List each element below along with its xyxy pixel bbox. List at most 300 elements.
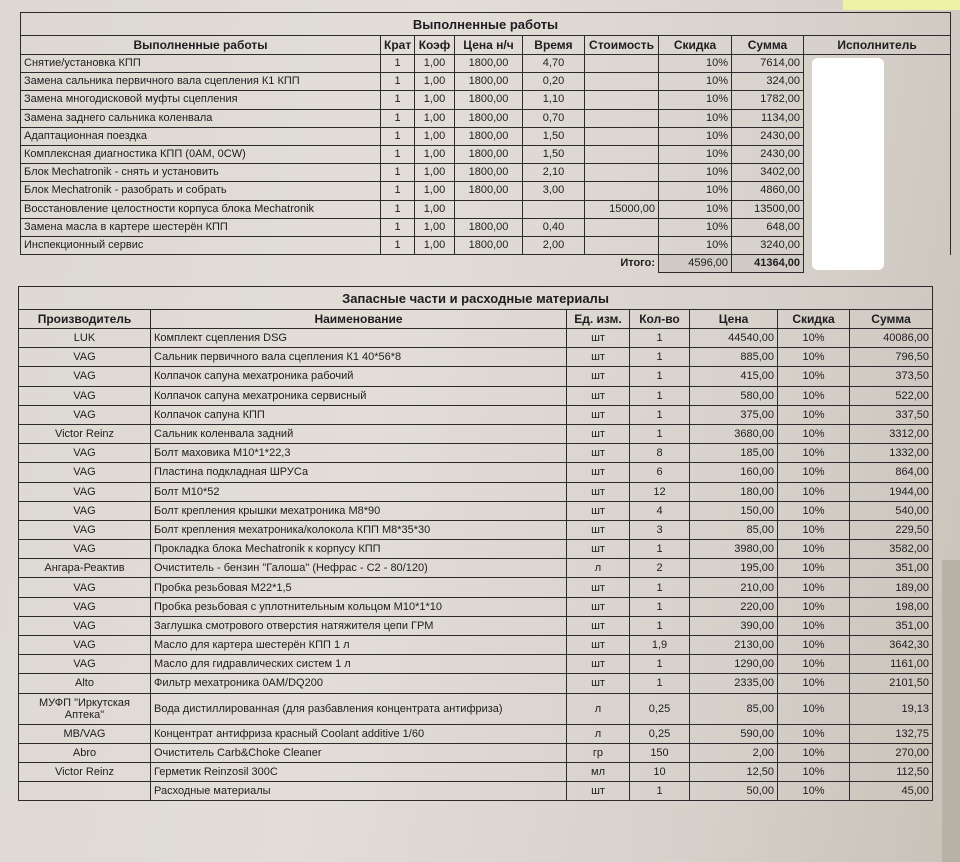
work-discount: 10% bbox=[659, 164, 732, 182]
part-price: 590,00 bbox=[690, 724, 778, 743]
part-name: Очиститель - бензин "Галоша" (Нефрас - С2 - 80/120) bbox=[151, 559, 567, 578]
part-maker: МУФП "Иркутская Аптека" bbox=[19, 693, 151, 724]
table-row bbox=[19, 520, 933, 539]
work-price: 1800,00 bbox=[455, 91, 523, 109]
part-sum: 351,00 bbox=[850, 559, 933, 578]
part-qty: 1 bbox=[630, 655, 690, 674]
parts-title: Запасные части и расходные материалы bbox=[19, 287, 933, 310]
part-name: Расходные материалы bbox=[151, 782, 567, 801]
work-name: Замена многодисковой муфты сцепления bbox=[21, 91, 381, 109]
part-sum: 337,50 bbox=[850, 405, 933, 424]
work-time: 0,40 bbox=[523, 218, 585, 236]
work-price: 1800,00 bbox=[455, 164, 523, 182]
work-time: 4,70 bbox=[523, 55, 585, 73]
part-name: Очиститель Carb&Choke Cleaner bbox=[151, 743, 567, 762]
work-cost bbox=[585, 55, 659, 73]
work-discount: 10% bbox=[659, 73, 732, 91]
part-qty: 1 bbox=[630, 424, 690, 443]
part-discount: 10% bbox=[778, 724, 850, 743]
part-qty: 1 bbox=[630, 348, 690, 367]
part-maker: Ангара-Реактив bbox=[19, 559, 151, 578]
part-unit: шт bbox=[567, 616, 630, 635]
part-maker: VAG bbox=[19, 616, 151, 635]
part-qty: 1 bbox=[630, 386, 690, 405]
table-row bbox=[19, 501, 933, 520]
part-unit: шт bbox=[567, 424, 630, 443]
work-sum: 1782,00 bbox=[732, 91, 804, 109]
table-row bbox=[19, 616, 933, 635]
part-sum: 132,75 bbox=[850, 724, 933, 743]
table-row bbox=[19, 367, 933, 386]
part-discount: 10% bbox=[778, 424, 850, 443]
part-maker: VAG bbox=[19, 501, 151, 520]
work-sum: 4860,00 bbox=[732, 182, 804, 200]
part-sum: 864,00 bbox=[850, 463, 933, 482]
part-qty: 1 bbox=[630, 616, 690, 635]
part-qty: 4 bbox=[630, 501, 690, 520]
work-krat: 1 bbox=[381, 145, 415, 163]
col-name: Выполненные работы bbox=[21, 36, 381, 55]
part-name: Комплект сцепления DSG bbox=[151, 329, 567, 348]
part-unit: шт bbox=[567, 329, 630, 348]
col-price: Цена н/ч bbox=[455, 36, 523, 55]
part-sum: 3642,30 bbox=[850, 636, 933, 655]
part-name: Болт маховика M10*1*22,3 bbox=[151, 444, 567, 463]
col-koef: Коэф bbox=[415, 36, 455, 55]
part-maker: Victor Reinz bbox=[19, 424, 151, 443]
part-price: 3680,00 bbox=[690, 424, 778, 443]
part-price: 3980,00 bbox=[690, 540, 778, 559]
part-price: 210,00 bbox=[690, 578, 778, 597]
part-discount: 10% bbox=[778, 762, 850, 781]
part-discount: 10% bbox=[778, 348, 850, 367]
part-name: Колпачок сапуна мехатроника сервисный bbox=[151, 386, 567, 405]
part-price: 44540,00 bbox=[690, 329, 778, 348]
work-cost bbox=[585, 109, 659, 127]
part-price: 85,00 bbox=[690, 693, 778, 724]
part-discount: 10% bbox=[778, 655, 850, 674]
part-maker: VAG bbox=[19, 482, 151, 501]
part-name: Пластина подкладная ШРУСа bbox=[151, 463, 567, 482]
work-krat: 1 bbox=[381, 182, 415, 200]
part-qty: 10 bbox=[630, 762, 690, 781]
part-qty: 3 bbox=[630, 520, 690, 539]
part-maker: MB/VAG bbox=[19, 724, 151, 743]
part-maker: Abro bbox=[19, 743, 151, 762]
part-discount: 10% bbox=[778, 405, 850, 424]
work-cost bbox=[585, 182, 659, 200]
table-row bbox=[19, 597, 933, 616]
part-name: Масло для гидравлических систем 1 л bbox=[151, 655, 567, 674]
table-row bbox=[19, 762, 933, 781]
part-discount: 10% bbox=[778, 674, 850, 693]
part-sum: 351,00 bbox=[850, 616, 933, 635]
redacted-executor bbox=[812, 58, 884, 270]
part-discount: 10% bbox=[778, 693, 850, 724]
part-sum: 1161,00 bbox=[850, 655, 933, 674]
part-discount: 10% bbox=[778, 520, 850, 539]
part-qty: 1 bbox=[630, 674, 690, 693]
col-unit: Ед. изм. bbox=[567, 310, 630, 329]
part-discount: 10% bbox=[778, 367, 850, 386]
works-title: Выполненные работы bbox=[21, 13, 951, 36]
table-row bbox=[19, 655, 933, 674]
work-koef: 1,00 bbox=[415, 127, 455, 145]
empty-cell bbox=[455, 255, 523, 273]
table-row bbox=[19, 348, 933, 367]
part-maker: VAG bbox=[19, 463, 151, 482]
work-discount: 10% bbox=[659, 236, 732, 254]
work-krat: 1 bbox=[381, 236, 415, 254]
work-koef: 1,00 bbox=[415, 145, 455, 163]
part-qty: 12 bbox=[630, 482, 690, 501]
work-price bbox=[455, 200, 523, 218]
empty-cell bbox=[381, 255, 415, 273]
part-price: 220,00 bbox=[690, 597, 778, 616]
part-price: 195,00 bbox=[690, 559, 778, 578]
work-price: 1800,00 bbox=[455, 73, 523, 91]
table-row bbox=[19, 329, 933, 348]
work-sum: 3240,00 bbox=[732, 236, 804, 254]
part-unit: шт bbox=[567, 520, 630, 539]
col-cost: Стоимость bbox=[585, 36, 659, 55]
table-row bbox=[19, 578, 933, 597]
empty-cell bbox=[21, 255, 381, 273]
part-sum: 198,00 bbox=[850, 597, 933, 616]
part-qty: 1 bbox=[630, 367, 690, 386]
work-discount: 10% bbox=[659, 218, 732, 236]
part-price: 85,00 bbox=[690, 520, 778, 539]
part-qty: 8 bbox=[630, 444, 690, 463]
part-qty: 1 bbox=[630, 578, 690, 597]
work-time: 2,00 bbox=[523, 236, 585, 254]
part-price: 185,00 bbox=[690, 444, 778, 463]
part-unit: гр bbox=[567, 743, 630, 762]
part-price: 375,00 bbox=[690, 405, 778, 424]
part-name: Фильтр мехатроника 0AM/DQ200 bbox=[151, 674, 567, 693]
part-discount: 10% bbox=[778, 616, 850, 635]
part-maker: VAG bbox=[19, 367, 151, 386]
work-cost bbox=[585, 218, 659, 236]
work-name: Замена заднего сальника коленвала bbox=[21, 109, 381, 127]
part-discount: 10% bbox=[778, 501, 850, 520]
work-time: 2,10 bbox=[523, 164, 585, 182]
part-discount: 10% bbox=[778, 578, 850, 597]
col-time: Время bbox=[523, 36, 585, 55]
work-time: 3,00 bbox=[523, 182, 585, 200]
work-krat: 1 bbox=[381, 91, 415, 109]
part-unit: л bbox=[567, 693, 630, 724]
part-sum: 112,50 bbox=[850, 762, 933, 781]
work-name: Блок Mechatronik - разобрать и собрать bbox=[21, 182, 381, 200]
part-sum: 270,00 bbox=[850, 743, 933, 762]
col-qty: Кол-во bbox=[630, 310, 690, 329]
work-krat: 1 bbox=[381, 109, 415, 127]
part-name: Колпачок сапуна КПП bbox=[151, 405, 567, 424]
work-koef: 1,00 bbox=[415, 91, 455, 109]
part-price: 50,00 bbox=[690, 782, 778, 801]
part-qty: 1 bbox=[630, 540, 690, 559]
part-price: 2,00 bbox=[690, 743, 778, 762]
work-krat: 1 bbox=[381, 55, 415, 73]
col-part-name: Наименование bbox=[151, 310, 567, 329]
part-sum: 45,00 bbox=[850, 782, 933, 801]
part-unit: шт bbox=[567, 501, 630, 520]
part-price: 2130,00 bbox=[690, 636, 778, 655]
work-cost: 15000,00 bbox=[585, 200, 659, 218]
part-sum: 540,00 bbox=[850, 501, 933, 520]
work-name: Замена сальника первичного вала сцепления К1 КПП bbox=[21, 73, 381, 91]
col-discount: Скидка bbox=[659, 36, 732, 55]
part-sum: 19,13 bbox=[850, 693, 933, 724]
part-maker: VAG bbox=[19, 540, 151, 559]
work-koef: 1,00 bbox=[415, 182, 455, 200]
part-discount: 10% bbox=[778, 597, 850, 616]
part-qty: 1 bbox=[630, 329, 690, 348]
work-sum: 648,00 bbox=[732, 218, 804, 236]
part-maker: VAG bbox=[19, 636, 151, 655]
work-time: 0,70 bbox=[523, 109, 585, 127]
part-unit: шт bbox=[567, 405, 630, 424]
empty-cell bbox=[523, 255, 585, 273]
part-sum: 796,50 bbox=[850, 348, 933, 367]
part-maker: VAG bbox=[19, 444, 151, 463]
part-maker: Alto bbox=[19, 674, 151, 693]
table-row bbox=[19, 444, 933, 463]
part-qty: 0,25 bbox=[630, 724, 690, 743]
work-cost bbox=[585, 145, 659, 163]
work-krat: 1 bbox=[381, 200, 415, 218]
col-executor: Исполнитель bbox=[804, 36, 951, 55]
part-qty: 1 bbox=[630, 597, 690, 616]
part-price: 160,00 bbox=[690, 463, 778, 482]
work-discount: 10% bbox=[659, 200, 732, 218]
part-unit: шт bbox=[567, 348, 630, 367]
part-price: 12,50 bbox=[690, 762, 778, 781]
work-koef: 1,00 bbox=[415, 200, 455, 218]
part-maker: VAG bbox=[19, 386, 151, 405]
part-discount: 10% bbox=[778, 559, 850, 578]
highlight-strip bbox=[843, 0, 960, 10]
work-koef: 1,00 bbox=[415, 109, 455, 127]
work-name: Замена масла в картере шестерён КПП bbox=[21, 218, 381, 236]
table-row bbox=[19, 482, 933, 501]
part-qty: 2 bbox=[630, 559, 690, 578]
work-time: 1,10 bbox=[523, 91, 585, 109]
work-sum: 13500,00 bbox=[732, 200, 804, 218]
work-sum: 3402,00 bbox=[732, 164, 804, 182]
parts-table bbox=[18, 286, 933, 801]
table-row bbox=[19, 636, 933, 655]
part-unit: шт bbox=[567, 463, 630, 482]
part-price: 885,00 bbox=[690, 348, 778, 367]
part-unit: шт bbox=[567, 444, 630, 463]
work-krat: 1 bbox=[381, 164, 415, 182]
part-unit: шт bbox=[567, 636, 630, 655]
work-discount: 10% bbox=[659, 182, 732, 200]
part-sum: 40086,00 bbox=[850, 329, 933, 348]
part-discount: 10% bbox=[778, 329, 850, 348]
part-name: Пробка резьбовая с уплотнительным кольцом M10*1*10 bbox=[151, 597, 567, 616]
part-price: 150,00 bbox=[690, 501, 778, 520]
part-qty: 1 bbox=[630, 782, 690, 801]
col-part-discount: Скидка bbox=[778, 310, 850, 329]
work-discount: 10% bbox=[659, 109, 732, 127]
work-sum: 7614,00 bbox=[732, 55, 804, 73]
work-price: 1800,00 bbox=[455, 182, 523, 200]
total-sum: 41364,00 bbox=[732, 255, 804, 273]
work-cost bbox=[585, 91, 659, 109]
part-discount: 10% bbox=[778, 482, 850, 501]
work-name: Блок Mechatronik - снять и установить bbox=[21, 164, 381, 182]
work-name: Восстановление целостности корпуса блока Mechatronik bbox=[21, 200, 381, 218]
work-price: 1800,00 bbox=[455, 55, 523, 73]
part-discount: 10% bbox=[778, 743, 850, 762]
part-unit: шт bbox=[567, 540, 630, 559]
part-sum: 2101,50 bbox=[850, 674, 933, 693]
empty-cell bbox=[415, 255, 455, 273]
part-discount: 10% bbox=[778, 540, 850, 559]
part-unit: шт bbox=[567, 578, 630, 597]
part-price: 2335,00 bbox=[690, 674, 778, 693]
part-unit: шт bbox=[567, 367, 630, 386]
part-name: Масло для картера шестерён КПП 1 л bbox=[151, 636, 567, 655]
part-name: Сальник первичного вала сцепления К1 40*56*8 bbox=[151, 348, 567, 367]
part-unit: шт bbox=[567, 782, 630, 801]
part-sum: 3312,00 bbox=[850, 424, 933, 443]
part-name: Прокладка блока Mechatronik к корпусу КПП bbox=[151, 540, 567, 559]
work-sum: 1134,00 bbox=[732, 109, 804, 127]
part-discount: 10% bbox=[778, 782, 850, 801]
part-unit: шт bbox=[567, 386, 630, 405]
part-price: 1290,00 bbox=[690, 655, 778, 674]
part-name: Герметик Reinzosil 300C bbox=[151, 762, 567, 781]
part-maker: Victor Reinz bbox=[19, 762, 151, 781]
work-discount: 10% bbox=[659, 55, 732, 73]
col-krat: Крат bbox=[381, 36, 415, 55]
work-time: 1,50 bbox=[523, 145, 585, 163]
work-price: 1800,00 bbox=[455, 127, 523, 145]
part-qty: 0,25 bbox=[630, 693, 690, 724]
part-discount: 10% bbox=[778, 444, 850, 463]
work-cost bbox=[585, 236, 659, 254]
work-name: Инспекционный сервис bbox=[21, 236, 381, 254]
table-row bbox=[19, 540, 933, 559]
part-qty: 150 bbox=[630, 743, 690, 762]
part-price: 390,00 bbox=[690, 616, 778, 635]
total-discount: 4596,00 bbox=[659, 255, 732, 273]
part-unit: мл bbox=[567, 762, 630, 781]
part-sum: 1332,00 bbox=[850, 444, 933, 463]
part-maker: VAG bbox=[19, 405, 151, 424]
part-sum: 1944,00 bbox=[850, 482, 933, 501]
table-row bbox=[19, 693, 933, 724]
part-name: Концентрат антифриза красный Coolant additive 1/60 bbox=[151, 724, 567, 743]
work-price: 1800,00 bbox=[455, 236, 523, 254]
part-price: 180,00 bbox=[690, 482, 778, 501]
part-discount: 10% bbox=[778, 636, 850, 655]
work-name: Комплексная диагностика КПП (0AM, 0CW) bbox=[21, 145, 381, 163]
part-discount: 10% bbox=[778, 386, 850, 405]
part-maker: VAG bbox=[19, 348, 151, 367]
part-maker: VAG bbox=[19, 597, 151, 616]
work-koef: 1,00 bbox=[415, 73, 455, 91]
table-row bbox=[19, 559, 933, 578]
part-name: Болт крепления мехатроника/колокола КПП M8*35*30 bbox=[151, 520, 567, 539]
work-time: 0,20 bbox=[523, 73, 585, 91]
work-cost bbox=[585, 73, 659, 91]
col-part-sum: Сумма bbox=[850, 310, 933, 329]
part-name: Пробка резьбовая M22*1,5 bbox=[151, 578, 567, 597]
col-part-price: Цена bbox=[690, 310, 778, 329]
col-sum: Сумма bbox=[732, 36, 804, 55]
part-unit: л bbox=[567, 724, 630, 743]
total-label: Итого: bbox=[620, 257, 655, 270]
table-row bbox=[19, 743, 933, 762]
work-sum: 2430,00 bbox=[732, 127, 804, 145]
part-qty: 1 bbox=[630, 405, 690, 424]
part-maker: VAG bbox=[19, 578, 151, 597]
background-edge bbox=[942, 560, 960, 862]
part-unit: шт bbox=[567, 655, 630, 674]
table-row bbox=[19, 424, 933, 443]
table-row bbox=[19, 405, 933, 424]
work-time bbox=[523, 200, 585, 218]
work-krat: 1 bbox=[381, 218, 415, 236]
part-unit: шт bbox=[567, 597, 630, 616]
work-discount: 10% bbox=[659, 145, 732, 163]
work-koef: 1,00 bbox=[415, 236, 455, 254]
work-price: 1800,00 bbox=[455, 218, 523, 236]
work-price: 1800,00 bbox=[455, 145, 523, 163]
part-unit: шт bbox=[567, 674, 630, 693]
part-name: Сальник коленвала задний bbox=[151, 424, 567, 443]
work-krat: 1 bbox=[381, 73, 415, 91]
part-maker: VAG bbox=[19, 520, 151, 539]
part-sum: 522,00 bbox=[850, 386, 933, 405]
part-name: Колпачок сапуна мехатроника рабочий bbox=[151, 367, 567, 386]
part-qty: 1,9 bbox=[630, 636, 690, 655]
work-discount: 10% bbox=[659, 91, 732, 109]
work-sum: 324,00 bbox=[732, 73, 804, 91]
work-koef: 1,00 bbox=[415, 218, 455, 236]
part-sum: 3582,00 bbox=[850, 540, 933, 559]
part-qty: 6 bbox=[630, 463, 690, 482]
part-maker bbox=[19, 782, 151, 801]
part-price: 415,00 bbox=[690, 367, 778, 386]
part-unit: л bbox=[567, 559, 630, 578]
work-name: Адаптационная поездка bbox=[21, 127, 381, 145]
part-sum: 229,50 bbox=[850, 520, 933, 539]
part-sum: 373,50 bbox=[850, 367, 933, 386]
table-row bbox=[19, 782, 933, 801]
work-cost bbox=[585, 164, 659, 182]
work-krat: 1 bbox=[381, 127, 415, 145]
part-name: Болт M10*52 bbox=[151, 482, 567, 501]
work-time: 1,50 bbox=[523, 127, 585, 145]
work-discount: 10% bbox=[659, 127, 732, 145]
part-maker: VAG bbox=[19, 655, 151, 674]
part-name: Вода дистиллированная (для разбавления концентрата антифриза) bbox=[151, 693, 567, 724]
table-row bbox=[19, 724, 933, 743]
table-row bbox=[19, 463, 933, 482]
table-row bbox=[19, 674, 933, 693]
part-name: Болт крепления крышки мехатроника M8*90 bbox=[151, 501, 567, 520]
part-discount: 10% bbox=[778, 463, 850, 482]
part-price: 580,00 bbox=[690, 386, 778, 405]
part-name: Заглушка смотрового отверстия натяжителя цепи ГРМ bbox=[151, 616, 567, 635]
work-price: 1800,00 bbox=[455, 109, 523, 127]
